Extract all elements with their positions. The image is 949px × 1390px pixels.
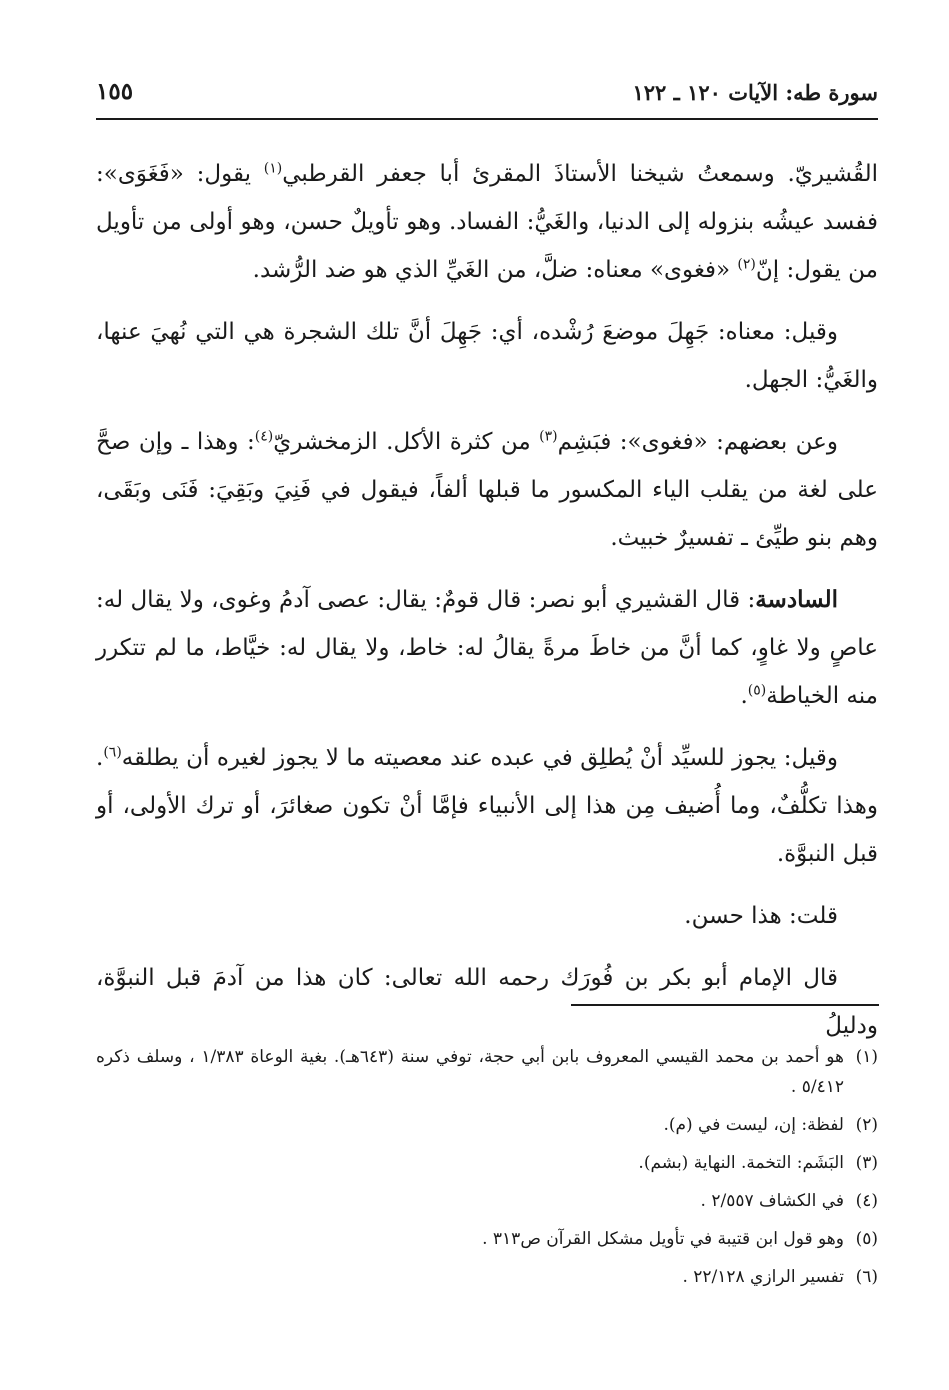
footnote-text: في الكشاف ٢/٥٥٧ . [700,1191,844,1211]
paragraph-5 [96,734,878,878]
footnote-text: لفظة: إن، ليست في (م). [663,1115,844,1135]
footnote-2 [96,1110,878,1140]
footnote-text: وهو قول ابن قتيبة في تأويل مشكل القرآن ص٣١٣ . [482,1229,844,1249]
paragraph-1-text-b: يقول: «فَغَوَى»: ففسد عيشُه بنزوله إلى الدنيا، والغَيُّ: الفساد. وهو تأويلٌ حسن، وهو أولى من تأويل من يقول: إنّ [96,161,878,283]
page-number: ١٥٥ [96,78,134,105]
footnote-ref-5: (٥) [747,682,767,699]
paragraph-3-text-a: وعن بعضهم: «فغوى»: فبَشِم [557,429,839,455]
footnote-text: هو أحمد بن محمد القيسي المعروف بابن أبي حجة، توفي سنة (٦٤٣هـ). بغية الوعاة ١/٣٨٣ ، وسلف ذكره ٥/٤١٢ . [96,1047,845,1097]
footnote-number: (٦) [855,1267,878,1287]
paragraph-7: قال الإمام أبو بكر بن فُورَك رحمه الله تعالى: كان هذا من آدمَ قبل النبوَّة، ودليلُ [96,965,878,1039]
paragraph-5-text-a: وقيل: يجوز للسيِّد أنْ يُطلِق في عبده عند معصيته ما لا يجوز لغيره أن يطلقه [121,745,838,771]
paragraph-1-text-c: «فغوى» معناه: ضلَّ، من الغَيِّ الذي هو ضد الرُّشد. [252,257,738,283]
footnote-number: (٤) [855,1191,878,1211]
paragraph-3 [96,418,878,562]
footnote-number: (٥) [855,1229,878,1249]
footnote-number: (١) [855,1047,879,1067]
footnote-3 [96,1148,878,1178]
paragraph-4-text-b: . [740,683,748,709]
running-title: سورة طه: الآيات ١٢٠ ـ ١٢٢ [632,80,878,105]
footnotes [96,1042,878,1300]
paragraph-4-text-a: : قال القشيري أبو نصر: قال قومٌ: يقال: عصى آدمُ وغوى، ولا يقال له: عاصٍ ولا غاوٍ، كما أنَّ من خاطَ مرةً يقالُ له: خاط، ولا يقال له: خيَّاط، ما لم تتكرر منه الخياطة [96,587,878,709]
paragraph-1-text-a: القُشيريّ. وسمعتُ شيخنا الأستاذَ المقرئ أبا جعفر القرطبي [282,161,879,187]
paragraph-5-text-b: . وهذا تكلُّفٌ، وما أُضيف مِن هذا إلى الأنبياء فإمَّا أنْ تكون صغائرَ، أو ترك الأولى، أو قبل النبوَّة. [96,745,878,867]
footnote-ref-2: (٢) [737,256,756,273]
paragraph-1 [96,150,878,294]
paragraph-3-text-c: : وهذا ـ وإن صحَّ على لغة من يقلب الياء المكسور ما قبلها ألفاً، فيقول في فَنِيَ وبَقِيَ: فَنَى وبَقَى، وهم بنو طيِّئ ـ تفسيرٌ خبيث. [96,429,878,551]
footnote-ref-4: (٤) [254,428,274,445]
footnote-ref-1: (١) [263,160,283,177]
footnote-1 [96,1042,878,1102]
footnote-4 [96,1186,878,1216]
paragraph-6: قلت: هذا حسن. [684,903,838,929]
paragraph-4 [96,576,878,720]
footnote-5 [96,1224,878,1254]
main-text [96,150,878,1064]
footnote-number: (٣) [855,1153,878,1173]
footnote-text: تفسير الرازي ٢٢/١٢٨ . [682,1267,844,1287]
footnote-ref-3: (٣) [539,428,558,445]
footnote-text: البَشَم: التخمة. النهاية (بشم). [638,1153,844,1173]
footnote-divider [571,1004,879,1006]
footnote-ref-6: (٦) [103,744,122,761]
footnote-6 [96,1262,878,1292]
paragraph-3-text-b: من كثرة الأكل. الزمخشريّ [273,429,540,455]
section-term: السادسة [755,586,838,613]
footnote-number: (٢) [855,1115,878,1135]
running-header [96,76,878,120]
paragraph-2: وقيل: معناه: جَهِلَ موضعَ رُشْده، أي: جَهِلَ أنَّ تلك الشجرة هي التي نُهيَ عنها، والغَيُّ: الجهل. [96,319,878,393]
